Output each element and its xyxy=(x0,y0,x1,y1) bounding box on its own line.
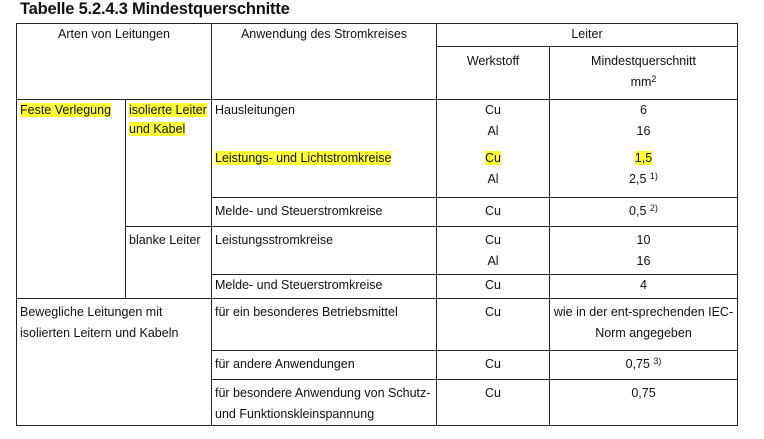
row-melde2-anwendung: Melde- und Steuerstromkreise xyxy=(212,275,437,299)
row-leistung-licht-werkstoff: Cu Al xyxy=(437,146,550,198)
header-leiter: Leiter xyxy=(437,24,738,47)
row-besonderes-werkstoff: Cu xyxy=(437,299,550,351)
mindestquerschnitte-table xyxy=(16,23,738,426)
group-bewegliche: Bewegliche Leitungen mit isolierten Leitern und Kabeln xyxy=(17,299,212,426)
row-melde1-werkstoff: Cu xyxy=(437,198,550,227)
row-melde1-anwendung: Melde- und Steuerstromkreise xyxy=(212,198,437,227)
row-leistungsstrom-querschnitt: 10 16 xyxy=(550,227,738,275)
row-melde1-querschnitt: 0,5 $^{2)}$ xyxy=(550,198,738,227)
row-leistungsstrom-werkstoff: Cu Al xyxy=(437,227,550,275)
row-schutz-querschnitt: 0,75 xyxy=(550,380,738,426)
row-leistung-licht-anwendung: Leistungs- und Lichtstromkreise xyxy=(212,146,437,198)
row-leistung-licht-querschnitt: 1,5 2,5 $^{1)}$ xyxy=(550,146,738,198)
row-melde2-werkstoff: Cu xyxy=(437,275,550,299)
row-hausleitungen-werkstoff: Cu Al xyxy=(437,100,550,146)
unit-mm: mm xyxy=(630,75,652,89)
header-arten: Arten von Leitungen xyxy=(17,24,212,100)
header-anwendung: Anwendung des Stromkreises xyxy=(212,24,437,100)
group-feste-verlegung: Feste Verlegung xyxy=(17,100,126,227)
row-andere-querschnitt: 0,75 $^{3)}$ xyxy=(550,351,738,380)
row-hausleitungen-querschnitt: 6 16 xyxy=(550,100,738,146)
header-werkstoff: Werkstoff xyxy=(437,47,550,100)
row-schutz-werkstoff: Cu xyxy=(437,380,550,426)
row-hausleitungen-anwendung: Hausleitungen xyxy=(212,100,437,146)
row-besonderes-anwendung: für ein besonderes Betriebsmittel xyxy=(212,299,437,351)
row-schutz-anwendung: für besondere Anwendung von Schutz- und Funktionskleinspannung xyxy=(212,380,437,426)
row-andere-anwendung: für andere Anwendungen xyxy=(212,351,437,380)
group-isolierte: isolierte Leiter und Kabel xyxy=(126,100,212,227)
row-melde2-querschnitt: 4 xyxy=(550,275,738,299)
header-querschnitt: Mindestquerschnitt $mm^2$ xyxy=(550,47,738,100)
group-feste-verlegung-cont xyxy=(17,227,126,299)
table-title: Tabelle 5.2.4.3 Mindestquerschnitte xyxy=(20,0,290,18)
unit-exponent: 2 xyxy=(651,74,657,84)
group-blanke: blanke Leiter xyxy=(126,227,212,299)
row-leistungsstrom-anwendung: Leistungsstromkreise xyxy=(212,227,437,275)
row-besonderes-querschnitt: wie in der ent-sprechenden IEC- Norm angegeben xyxy=(550,299,738,351)
row-andere-werkstoff: Cu xyxy=(437,351,550,380)
